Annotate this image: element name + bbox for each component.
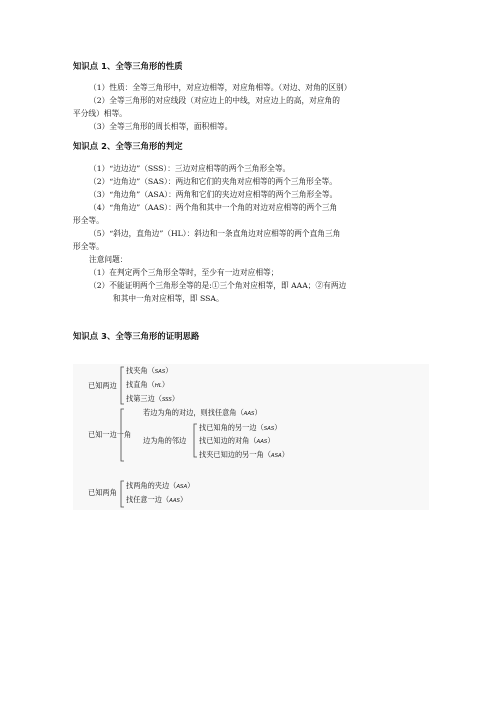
note-2-cont: 和其中一角对应相等，即 SSA。 <box>113 294 224 303</box>
group3-item-2: 找任意一边（AAS） <box>126 495 188 504</box>
section1-item-2: （2）全等三角形的对应线段（对应边上的中线，对应边上的高，对应角的 <box>89 96 340 105</box>
brace-group3 <box>121 481 124 507</box>
brace-group2-sub <box>194 424 197 457</box>
section1-item-1: （1）性质：全等三角形中，对应边相等，对应角相等。（对边、对角的区别） <box>89 83 352 92</box>
group1-label: 已知两边 <box>88 381 117 390</box>
section2-item-4: （4）“角角边”（AAS）：两个角和其中一个角的对边对应相等的两个三角 <box>89 203 338 212</box>
section2-item-2: （2）“边角边”（SAS）：两边和它们的夹角对应相等的两个三角形全等。 <box>89 177 337 186</box>
section2-item-1: （1）“边边边”（SSS）：三边对应相等的两个三角形全等。 <box>89 164 291 173</box>
section2-heading: 知识点 2、全等三角形的判定 <box>73 141 183 151</box>
section2-item-3: （3）“角边角”（ASA）：两角和它们的夹边对应相等的两个三角形全等。 <box>89 190 338 199</box>
section2-item-5-cont: 形全等。 <box>73 242 104 251</box>
section2-item-5: （5）“斜边，直角边”（HL）：斜边和一条直角边对应相等的两个直角三角 <box>89 229 341 238</box>
group3-label: 已知两角 <box>88 488 117 497</box>
group2-label: 已知一边一角 <box>88 430 132 439</box>
notes-title: 注意问题： <box>89 255 128 264</box>
group2-sub-item-3: 找夹已知边的另一角（ASA） <box>199 450 289 459</box>
section1-item-2-cont: 平分线）相等。 <box>73 109 127 118</box>
brace-group1 <box>121 367 124 404</box>
group3-item-1: 找两角的夹边（ASA） <box>126 481 195 490</box>
group1-item-3: 找第三边（SSS） <box>126 394 180 403</box>
group1-item-2: 找直角（HL） <box>126 380 170 389</box>
group2-sub-item-2: 找已知边的对角（AAS） <box>199 436 275 445</box>
note-2: （2）不能证明两个三角形全等的是:①三个角对应相等，即 AAA；②有两边 <box>89 281 347 290</box>
group2-sub-label: 边为角的邻边 <box>143 436 187 445</box>
group2-sub-item-1: 找已知角的另一边（SAS） <box>199 423 282 432</box>
section2-item-4-cont: 形全等。 <box>73 216 104 225</box>
group1-item-1: 找夹角（SAS） <box>126 366 173 375</box>
section1-heading: 知识点 1、全等三角形的性质 <box>73 61 183 71</box>
section3-heading: 知识点 3、全等三角形的证明思路 <box>73 331 200 341</box>
group2-first: 若边为角的对边，则找任意角（AAS） <box>143 408 262 417</box>
note-1: （1）在判定两个三角形全等时，至少有一边对应相等； <box>89 268 279 277</box>
proof-strategy-diagram <box>73 364 429 510</box>
section1-item-3: （3）全等三角形的周长相等，面积相等。 <box>89 122 233 131</box>
